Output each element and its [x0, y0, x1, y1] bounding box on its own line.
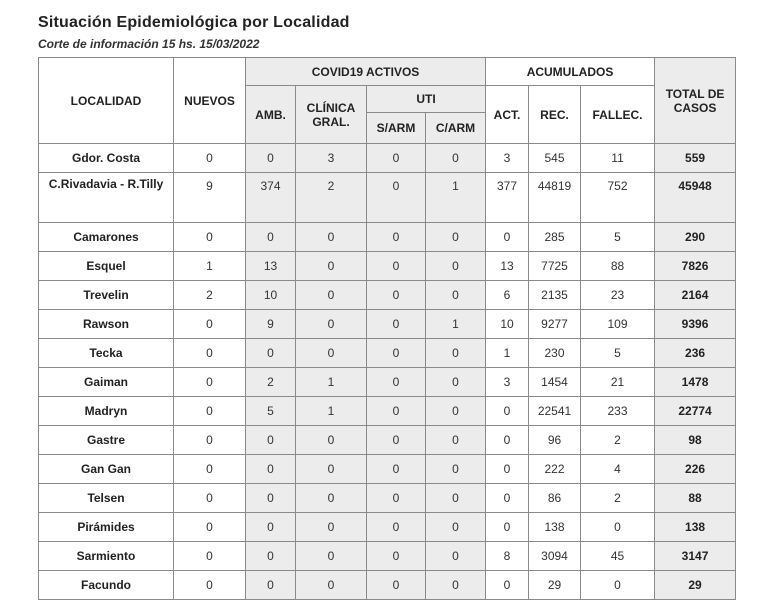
cell-fallec: 11 — [581, 144, 655, 173]
cell-clinica: 1 — [296, 397, 367, 426]
cell-localidad: Gan Gan — [39, 455, 174, 484]
header-rec: REC. — [529, 86, 581, 144]
cell-fallec: 109 — [581, 310, 655, 339]
cell-fallec: 0 — [581, 513, 655, 542]
cell-clinica: 0 — [296, 281, 367, 310]
cell-fallec: 5 — [581, 223, 655, 252]
header-uti: UTI — [367, 86, 486, 113]
table-body — [39, 144, 736, 600]
table-row — [39, 310, 736, 339]
cell-act: 0 — [486, 484, 529, 513]
table-row — [39, 513, 736, 542]
cell-clinica: 0 — [296, 252, 367, 281]
header-sarm: S/ARM — [367, 113, 426, 144]
header-amb: AMB. — [246, 86, 296, 144]
cell-sarm: 0 — [367, 513, 426, 542]
cell-nuevos: 0 — [174, 455, 246, 484]
cell-localidad: Pirámides — [39, 513, 174, 542]
cell-rec: 1454 — [529, 368, 581, 397]
cell-nuevos: 0 — [174, 542, 246, 571]
cell-clinica: 0 — [296, 339, 367, 368]
cell-act: 0 — [486, 513, 529, 542]
cell-fallec: 0 — [581, 571, 655, 600]
header-carm: C/ARM — [426, 113, 486, 144]
cell-amb: 0 — [246, 542, 296, 571]
cell-amb: 0 — [246, 513, 296, 542]
cell-localidad: Trevelin — [39, 281, 174, 310]
header-fallec: FALLEC. — [581, 86, 655, 144]
cell-total: 98 — [655, 426, 736, 455]
cell-fallec: 233 — [581, 397, 655, 426]
cell-carm: 0 — [426, 281, 486, 310]
cell-total: 88 — [655, 484, 736, 513]
cell-clinica: 1 — [296, 368, 367, 397]
cell-clinica: 3 — [296, 144, 367, 173]
cell-amb: 0 — [246, 339, 296, 368]
cell-act: 6 — [486, 281, 529, 310]
cell-sarm: 0 — [367, 397, 426, 426]
cell-rec: 545 — [529, 144, 581, 173]
cell-sarm: 0 — [367, 310, 426, 339]
cell-act: 13 — [486, 252, 529, 281]
cell-nuevos: 0 — [174, 339, 246, 368]
cell-total: 290 — [655, 223, 736, 252]
cell-nuevos: 0 — [174, 513, 246, 542]
cell-rec: 86 — [529, 484, 581, 513]
cell-clinica: 0 — [296, 426, 367, 455]
cell-total: 9396 — [655, 310, 736, 339]
cell-act: 3 — [486, 368, 529, 397]
cell-localidad: C.Rivadavia - R.Tilly — [39, 173, 174, 223]
cell-rec: 230 — [529, 339, 581, 368]
cell-act: 377 — [486, 173, 529, 223]
cell-rec: 2135 — [529, 281, 581, 310]
cell-rec: 29 — [529, 571, 581, 600]
cell-amb: 13 — [246, 252, 296, 281]
cell-rec: 44819 — [529, 173, 581, 223]
cell-carm: 1 — [426, 310, 486, 339]
cell-localidad: Telsen — [39, 484, 174, 513]
cell-sarm: 0 — [367, 223, 426, 252]
table-row — [39, 542, 736, 571]
cell-nuevos: 0 — [174, 368, 246, 397]
cell-amb: 0 — [246, 223, 296, 252]
cell-total: 22774 — [655, 397, 736, 426]
cell-total: 3147 — [655, 542, 736, 571]
table-row — [39, 397, 736, 426]
cell-clinica: 0 — [296, 223, 367, 252]
table-row — [39, 368, 736, 397]
header-localidad: LOCALIDAD — [39, 58, 174, 144]
cell-localidad: Madryn — [39, 397, 174, 426]
table-row — [39, 252, 736, 281]
cell-amb: 374 — [246, 173, 296, 223]
cell-localidad: Gaiman — [39, 368, 174, 397]
cell-localidad: Facundo — [39, 571, 174, 600]
cell-total: 226 — [655, 455, 736, 484]
epidemiology-table — [38, 57, 736, 600]
cell-rec: 3094 — [529, 542, 581, 571]
cell-fallec: 2 — [581, 484, 655, 513]
cell-localidad: Camarones — [39, 223, 174, 252]
header-nuevos: NUEVOS — [174, 58, 246, 144]
cell-act: 0 — [486, 571, 529, 600]
cell-amb: 0 — [246, 144, 296, 173]
header-covid-activos: COVID19 ACTIVOS — [246, 58, 486, 86]
table-header — [39, 58, 736, 144]
cell-clinica: 0 — [296, 310, 367, 339]
cell-localidad: Esquel — [39, 252, 174, 281]
cell-total: 29 — [655, 571, 736, 600]
cell-total: 1478 — [655, 368, 736, 397]
cell-act: 1 — [486, 339, 529, 368]
cell-nuevos: 0 — [174, 223, 246, 252]
cell-nuevos: 0 — [174, 426, 246, 455]
table-row — [39, 426, 736, 455]
cell-sarm: 0 — [367, 281, 426, 310]
cell-carm: 0 — [426, 339, 486, 368]
cell-act: 0 — [486, 223, 529, 252]
cell-carm: 1 — [426, 173, 486, 223]
cell-clinica: 0 — [296, 542, 367, 571]
cell-carm: 0 — [426, 144, 486, 173]
table-row — [39, 339, 736, 368]
cell-total: 236 — [655, 339, 736, 368]
cell-amb: 2 — [246, 368, 296, 397]
cell-sarm: 0 — [367, 339, 426, 368]
cell-fallec: 23 — [581, 281, 655, 310]
cell-total: 45948 — [655, 173, 736, 223]
cell-nuevos: 0 — [174, 484, 246, 513]
cell-act: 0 — [486, 397, 529, 426]
cell-sarm: 0 — [367, 368, 426, 397]
cell-nuevos: 0 — [174, 397, 246, 426]
cell-sarm: 0 — [367, 144, 426, 173]
cell-fallec: 4 — [581, 455, 655, 484]
page-subtitle: Corte de información 15 hs. 15/03/2022 — [38, 37, 260, 51]
cell-amb: 0 — [246, 455, 296, 484]
cell-sarm: 0 — [367, 455, 426, 484]
cell-nuevos: 9 — [174, 173, 246, 223]
cell-rec: 22541 — [529, 397, 581, 426]
cell-carm: 0 — [426, 368, 486, 397]
cell-nuevos: 2 — [174, 281, 246, 310]
cell-sarm: 0 — [367, 542, 426, 571]
cell-localidad: Sarmiento — [39, 542, 174, 571]
cell-carm: 0 — [426, 571, 486, 600]
cell-localidad: Gastre — [39, 426, 174, 455]
cell-clinica: 0 — [296, 513, 367, 542]
cell-localidad: Gdor. Costa — [39, 144, 174, 173]
cell-clinica: 0 — [296, 571, 367, 600]
cell-act: 10 — [486, 310, 529, 339]
table-row — [39, 455, 736, 484]
cell-sarm: 0 — [367, 484, 426, 513]
cell-amb: 5 — [246, 397, 296, 426]
table-row — [39, 223, 736, 252]
cell-clinica: 0 — [296, 484, 367, 513]
cell-amb: 0 — [246, 484, 296, 513]
cell-carm: 0 — [426, 397, 486, 426]
cell-fallec: 2 — [581, 426, 655, 455]
cell-act: 0 — [486, 455, 529, 484]
cell-rec: 285 — [529, 223, 581, 252]
cell-fallec: 45 — [581, 542, 655, 571]
cell-act: 3 — [486, 144, 529, 173]
cell-fallec: 88 — [581, 252, 655, 281]
cell-act: 0 — [486, 426, 529, 455]
cell-rec: 9277 — [529, 310, 581, 339]
cell-amb: 10 — [246, 281, 296, 310]
cell-total: 138 — [655, 513, 736, 542]
cell-clinica: 2 — [296, 173, 367, 223]
cell-carm: 0 — [426, 223, 486, 252]
cell-fallec: 5 — [581, 339, 655, 368]
cell-nuevos: 1 — [174, 252, 246, 281]
table-row — [39, 484, 736, 513]
cell-total: 559 — [655, 144, 736, 173]
cell-total: 2164 — [655, 281, 736, 310]
cell-rec: 138 — [529, 513, 581, 542]
cell-nuevos: 0 — [174, 310, 246, 339]
cell-amb: 0 — [246, 426, 296, 455]
cell-fallec: 21 — [581, 368, 655, 397]
cell-carm: 0 — [426, 252, 486, 281]
cell-amb: 9 — [246, 310, 296, 339]
cell-localidad: Rawson — [39, 310, 174, 339]
cell-nuevos: 0 — [174, 571, 246, 600]
header-act: ACT. — [486, 86, 529, 144]
cell-rec: 7725 — [529, 252, 581, 281]
cell-act: 8 — [486, 542, 529, 571]
cell-carm: 0 — [426, 484, 486, 513]
cell-carm: 0 — [426, 426, 486, 455]
cell-sarm: 0 — [367, 252, 426, 281]
header-acumulados: ACUMULADOS — [486, 58, 655, 86]
header-clinica: CLÍNICA GRAL. — [296, 86, 367, 144]
cell-sarm: 0 — [367, 571, 426, 600]
table-row — [39, 571, 736, 600]
cell-fallec: 752 — [581, 173, 655, 223]
cell-sarm: 0 — [367, 173, 426, 223]
cell-carm: 0 — [426, 455, 486, 484]
header-total: TOTAL DE CASOS — [655, 58, 736, 144]
cell-carm: 0 — [426, 513, 486, 542]
table-row — [39, 173, 736, 223]
cell-sarm: 0 — [367, 426, 426, 455]
cell-nuevos: 0 — [174, 144, 246, 173]
cell-total: 7826 — [655, 252, 736, 281]
table-row — [39, 281, 736, 310]
page-title: Situación Epidemiológica por Localidad — [38, 14, 350, 31]
cell-localidad: Tecka — [39, 339, 174, 368]
cell-rec: 96 — [529, 426, 581, 455]
cell-rec: 222 — [529, 455, 581, 484]
cell-carm: 0 — [426, 542, 486, 571]
table-row — [39, 144, 736, 173]
cell-amb: 0 — [246, 571, 296, 600]
cell-clinica: 0 — [296, 455, 367, 484]
